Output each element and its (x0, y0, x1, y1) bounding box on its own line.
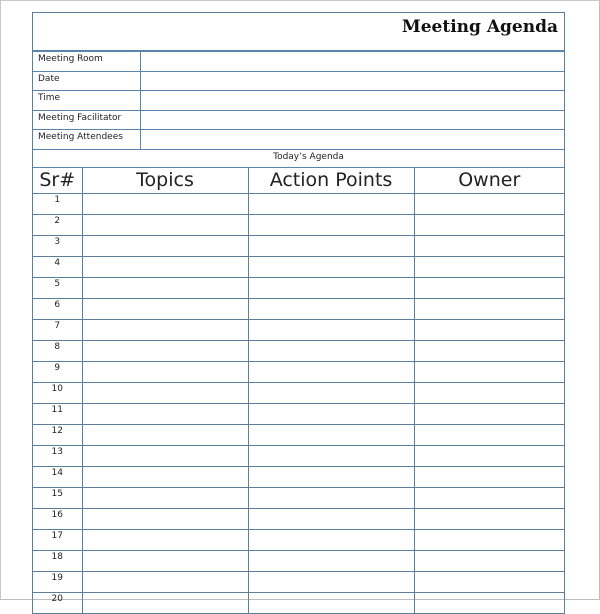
table-row (33, 424, 564, 445)
info-value-field[interactable] (141, 111, 564, 130)
info-value-field[interactable] (141, 130, 564, 149)
owner-cell[interactable] (414, 592, 564, 613)
sr-cell: 18 (33, 550, 82, 571)
table-row (33, 256, 564, 277)
info-section (33, 52, 564, 150)
sr-cell: 19 (33, 571, 82, 592)
owner-cell[interactable] (414, 550, 564, 571)
sr-cell: 6 (33, 298, 82, 319)
action-points-cell[interactable] (248, 214, 414, 235)
topics-cell[interactable] (82, 445, 248, 466)
info-label: Meeting Facilitator (33, 111, 141, 130)
action-points-cell[interactable] (248, 193, 414, 214)
owner-cell[interactable] (414, 298, 564, 319)
topics-cell[interactable] (82, 214, 248, 235)
topics-cell[interactable] (82, 592, 248, 613)
owner-cell[interactable] (414, 340, 564, 361)
action-points-cell[interactable] (248, 550, 414, 571)
info-value-field[interactable] (141, 52, 564, 71)
table-row (33, 445, 564, 466)
info-label: Date (33, 72, 141, 91)
action-points-cell[interactable] (248, 277, 414, 298)
action-points-cell[interactable] (248, 361, 414, 382)
action-points-cell[interactable] (248, 445, 414, 466)
action-points-cell[interactable] (248, 256, 414, 277)
table-row (33, 235, 564, 256)
topics-cell[interactable] (82, 487, 248, 508)
table-row (33, 319, 564, 340)
owner-cell[interactable] (414, 487, 564, 508)
topics-cell[interactable] (82, 235, 248, 256)
sr-cell: 8 (33, 340, 82, 361)
owner-cell[interactable] (414, 277, 564, 298)
table-row (33, 508, 564, 529)
topics-cell[interactable] (82, 508, 248, 529)
owner-cell[interactable] (414, 382, 564, 403)
topics-cell[interactable] (82, 340, 248, 361)
owner-cell[interactable] (414, 361, 564, 382)
table-row (33, 529, 564, 550)
owner-cell[interactable] (414, 403, 564, 424)
table-row (33, 571, 564, 592)
owner-cell[interactable] (414, 256, 564, 277)
topics-cell[interactable] (82, 382, 248, 403)
info-row (33, 91, 564, 111)
action-points-cell[interactable] (248, 403, 414, 424)
action-points-cell[interactable] (248, 235, 414, 256)
sr-cell: 1 (33, 193, 82, 214)
info-label: Time (33, 91, 141, 110)
sr-cell: 20 (33, 592, 82, 613)
owner-cell[interactable] (414, 571, 564, 592)
info-row (33, 72, 564, 92)
agenda-table (33, 168, 564, 613)
sr-cell: 14 (33, 466, 82, 487)
table-row (33, 214, 564, 235)
header-sr: Sr# (33, 168, 82, 194)
table-row (33, 466, 564, 487)
table-row (33, 361, 564, 382)
info-label: Meeting Attendees (33, 130, 141, 149)
owner-cell[interactable] (414, 424, 564, 445)
action-points-cell[interactable] (248, 424, 414, 445)
action-points-cell[interactable] (248, 529, 414, 550)
sr-cell: 3 (33, 235, 82, 256)
topics-cell[interactable] (82, 403, 248, 424)
sr-cell: 13 (33, 445, 82, 466)
topics-cell[interactable] (82, 571, 248, 592)
info-label: Meeting Room (33, 52, 141, 71)
topics-cell[interactable] (82, 193, 248, 214)
topics-cell[interactable] (82, 550, 248, 571)
info-row (33, 52, 564, 72)
action-points-cell[interactable] (248, 319, 414, 340)
sr-cell: 11 (33, 403, 82, 424)
header-action-points: Action Points (248, 168, 414, 194)
sr-cell: 7 (33, 319, 82, 340)
topics-cell[interactable] (82, 424, 248, 445)
table-row (33, 340, 564, 361)
topics-cell[interactable] (82, 361, 248, 382)
info-row (33, 111, 564, 131)
info-value-field[interactable] (141, 72, 564, 91)
owner-cell[interactable] (414, 508, 564, 529)
topics-cell[interactable] (82, 466, 248, 487)
topics-cell[interactable] (82, 529, 248, 550)
action-points-cell[interactable] (248, 298, 414, 319)
info-row (33, 130, 564, 150)
agenda-sheet (32, 12, 565, 614)
table-row (33, 298, 564, 319)
topics-cell[interactable] (82, 256, 248, 277)
topics-cell[interactable] (82, 319, 248, 340)
table-row (33, 592, 564, 613)
action-points-cell[interactable] (248, 466, 414, 487)
action-points-cell[interactable] (248, 340, 414, 361)
table-header-row (33, 168, 564, 194)
info-value-field[interactable] (141, 91, 564, 110)
action-points-cell[interactable] (248, 592, 414, 613)
sr-cell: 15 (33, 487, 82, 508)
table-row (33, 403, 564, 424)
action-points-cell[interactable] (248, 571, 414, 592)
page-title: Meeting Agenda (401, 17, 558, 37)
sr-cell: 4 (33, 256, 82, 277)
sr-cell: 2 (33, 214, 82, 235)
header-topics: Topics (82, 168, 248, 194)
owner-cell[interactable] (414, 235, 564, 256)
sr-cell: 16 (33, 508, 82, 529)
table-row (33, 382, 564, 403)
owner-cell[interactable] (414, 445, 564, 466)
sr-cell: 12 (33, 424, 82, 445)
owner-cell[interactable] (414, 529, 564, 550)
action-points-cell[interactable] (248, 508, 414, 529)
action-points-cell[interactable] (248, 487, 414, 508)
table-row (33, 487, 564, 508)
sr-cell: 9 (33, 361, 82, 382)
table-row (33, 277, 564, 298)
owner-cell[interactable] (414, 193, 564, 214)
sr-cell: 5 (33, 277, 82, 298)
title-row (33, 13, 564, 52)
sr-cell: 10 (33, 382, 82, 403)
header-owner: Owner (414, 168, 564, 194)
action-points-cell[interactable] (248, 382, 414, 403)
section-label: Today’s Agenda (33, 150, 564, 168)
owner-cell[interactable] (414, 319, 564, 340)
topics-cell[interactable] (82, 277, 248, 298)
table-row (33, 193, 564, 214)
owner-cell[interactable] (414, 214, 564, 235)
sr-cell: 17 (33, 529, 82, 550)
topics-cell[interactable] (82, 298, 248, 319)
owner-cell[interactable] (414, 466, 564, 487)
table-row (33, 550, 564, 571)
